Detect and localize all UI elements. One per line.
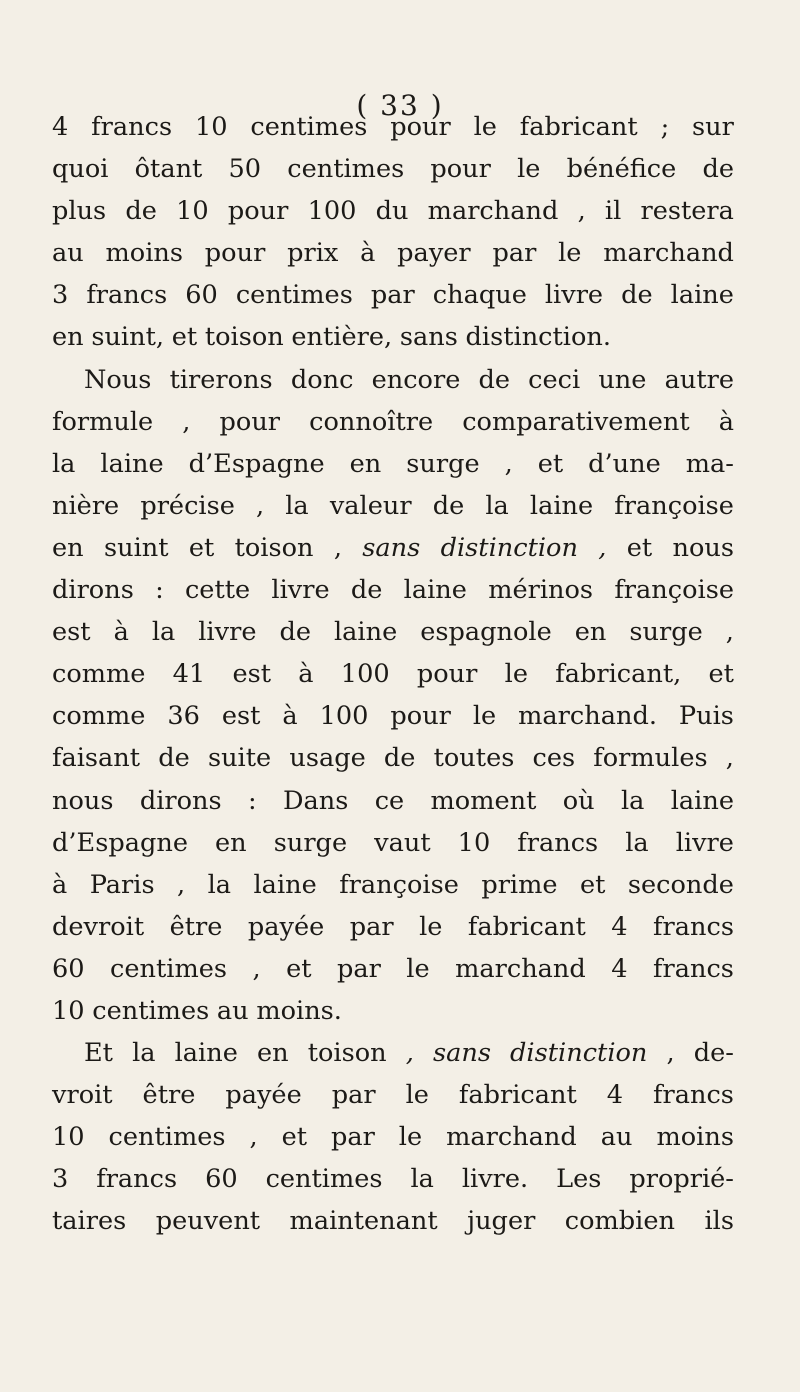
text-line: dirons : cette livre de laine mérinos françoise bbox=[52, 575, 734, 606]
text-line: quoi ôtant 50 centimes pour le bénéfice de bbox=[52, 154, 734, 185]
text-line: la laine d’Espagne en surge , et d’une ma- bbox=[52, 448, 734, 479]
text-line: 10 centimes au moins. bbox=[52, 995, 342, 1026]
text-line: 10 centimes , et par le marchand au moins bbox=[52, 1122, 734, 1153]
text-line: comme 41 est à 100 pour le fabricant, et bbox=[52, 659, 734, 690]
text-line: est à la livre de laine espagnole en surge , bbox=[52, 617, 734, 648]
text-line: taires peuvent maintenant juger combien ils bbox=[52, 1206, 734, 1237]
text-line: à Paris , la laine françoise prime et seconde bbox=[52, 869, 734, 900]
text-line: plus de 10 pour 100 du marchand , il restera bbox=[52, 196, 734, 227]
page-number: ( 33 ) bbox=[356, 89, 444, 122]
body-text bbox=[52, 106, 734, 1243]
text-line: comme 36 est à 100 pour le marchand. Puis bbox=[52, 701, 734, 732]
text-line: au moins pour prix à payer par le marchand bbox=[52, 238, 734, 269]
text-line: 4 francs 10 centimes pour le fabricant ; sur bbox=[52, 112, 734, 142]
text-line: en suint et toison , sans distinction , et nous bbox=[52, 532, 734, 563]
text-line: vroit être payée par le fabricant 4 francs bbox=[52, 1080, 734, 1111]
text-line: Et la laine en toison , sans distinction , de- bbox=[84, 1038, 734, 1069]
text-line: Nous tirerons donc encore de ceci une autre bbox=[84, 364, 734, 395]
text-line: nous dirons : Dans ce moment où la laine bbox=[52, 785, 734, 816]
text-line: en suint, et toison entière, sans distinction. bbox=[52, 322, 612, 353]
text-line: 3 francs 60 centimes par chaque livre de laine bbox=[52, 280, 734, 311]
text-line: formule , pour connoître comparativement à bbox=[52, 406, 734, 437]
text-line: 60 centimes , et par le marchand 4 francs bbox=[52, 953, 734, 984]
text-line: nière précise , la valeur de la laine françoise bbox=[52, 490, 734, 521]
text-line: devroit être payée par le fabricant 4 francs bbox=[52, 911, 734, 942]
text-line: faisant de suite usage de toutes ces formules , bbox=[52, 743, 734, 774]
text-line: d’Espagne en surge vaut 10 francs la livre bbox=[52, 827, 734, 858]
text-line: 3 francs 60 centimes la livre. Les proprié- bbox=[52, 1164, 734, 1195]
